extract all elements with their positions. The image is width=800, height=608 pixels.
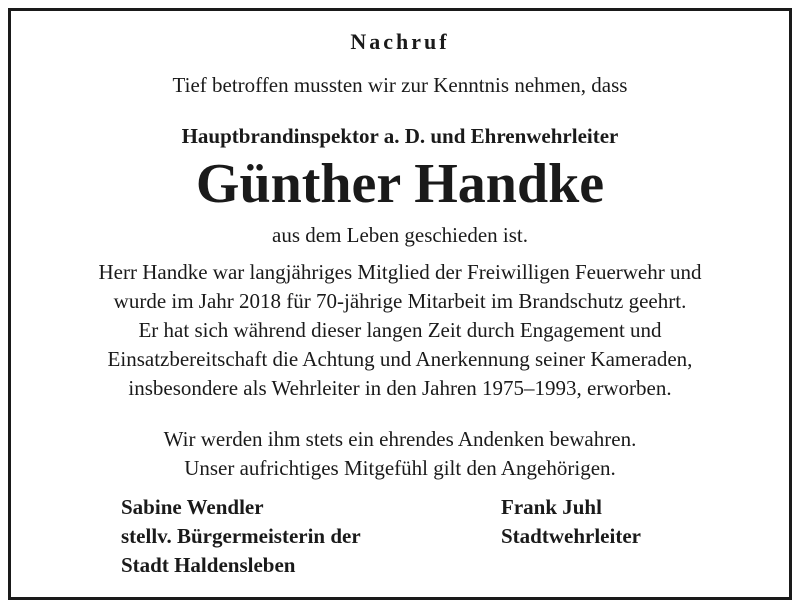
intro-text: Tief betroffen mussten wir zur Kenntnis nehmen, dass <box>172 73 628 97</box>
obituary-heading: Nachruf <box>350 29 450 54</box>
condolence-paragraph <box>11 425 789 483</box>
signatory-name: Frank Juhl <box>501 495 602 519</box>
condolence-line: Wir werden ihm stets ein ehrendes Andenken bewahren. <box>163 427 637 451</box>
passed-text: aus dem Leben geschieden ist. <box>272 223 528 247</box>
signatory-name: Sabine Wendler <box>121 495 264 519</box>
signatory-organization: Stadt Haldensleben <box>121 553 296 577</box>
obituary-content <box>11 11 789 597</box>
signatory-right <box>501 493 641 551</box>
condolence-line: Unser aufrichtiges Mitgefühl gilt den Angehörigen. <box>184 456 616 480</box>
signatory-title: stellv. Bürgermeisterin der <box>121 524 361 548</box>
tribute-line: wurde im Jahr 2018 für 70-jährige Mitarbeit im Brandschutz geehrt. <box>113 289 687 313</box>
deceased-rank: Hauptbrandinspektor a. D. und Ehrenwehrleiter <box>181 124 619 148</box>
tribute-line: Herr Handke war langjähriges Mitglied der Freiwilligen Feuerwehr und <box>98 260 702 284</box>
tribute-line: insbesondere als Wehrleiter in den Jahren 1975–1993, erworben. <box>128 376 672 400</box>
tribute-paragraph <box>11 258 789 403</box>
deceased-name: Günther Handke <box>195 153 605 215</box>
obituary-frame <box>8 8 792 600</box>
signatory-title: Stadtwehrleiter <box>501 524 641 548</box>
tribute-line: Er hat sich während dieser langen Zeit durch Engagement und <box>138 318 662 342</box>
tribute-line: Einsatzbereitschaft die Achtung und Anerkennung seiner Kameraden, <box>107 347 693 371</box>
signatory-left <box>121 493 361 580</box>
